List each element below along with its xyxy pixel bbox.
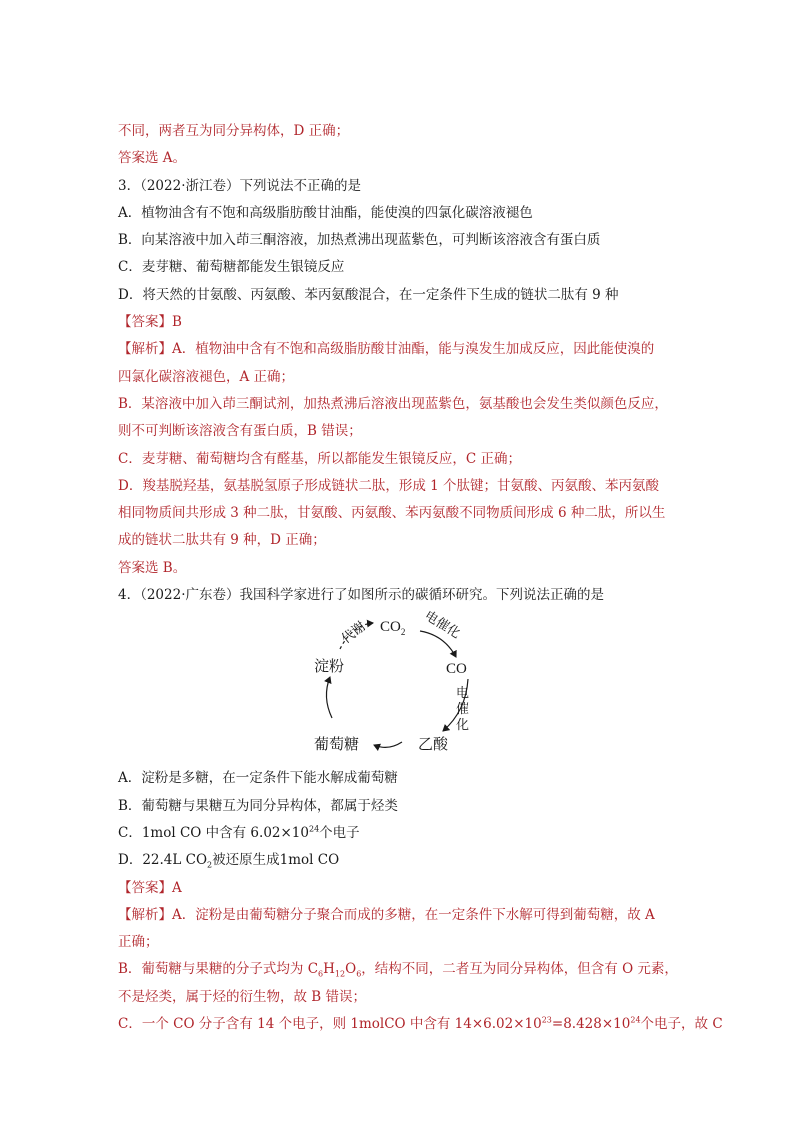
q3-explanation-6: D．羧基脱羟基，氨基脱氢原子形成链状二肽，形成 1 个肽键；甘氨酸、丙氨酸、苯丙氨酸 — [118, 477, 659, 494]
carbon-cycle-diagram — [118, 609, 678, 765]
arrow-glucose-to-starch — [326, 677, 332, 718]
node-co: CO — [446, 661, 467, 678]
q4-option-a: A．淀粉是多糖，在一定条件下能水解成葡萄糖 — [118, 770, 398, 787]
q3-explanation-5: C．麦芽糖、葡萄糖均含有醛基，所以都能发生银镜反应，C 正确； — [118, 450, 521, 467]
q3-option-a: A．植物油含有不饱和高级脂肪酸甘油酯，能使溴的四氯化碳溶液褪色 — [118, 204, 533, 221]
label-electrocatalysis-top: 电催化 — [421, 608, 463, 643]
intro-answer-line: 答案选 A。 — [118, 150, 187, 167]
node-co2: $CO_2$ — [380, 619, 406, 638]
node-glucose: 葡萄糖 — [314, 735, 360, 754]
q3-explanation-8: 成的链状二肽共有 9 种，D 正确； — [118, 532, 326, 549]
label-electrocatalysis-right-1: 电 — [456, 686, 470, 702]
q3-answer: 【答案】B — [118, 314, 182, 331]
q3-explanation-2: 四氯化碳溶液褪色，A 正确； — [118, 368, 295, 385]
q3-explanation-3: B．某溶液中加入茚三酮试剂，加热煮沸后溶液出现蓝紫色，氨基酸也会发生类似颜色反应， — [118, 395, 668, 412]
q4-explanation-2: 正确； — [118, 934, 159, 951]
q3-stem: 3．（2022·浙江卷）下列说法不正确的是 — [118, 177, 361, 194]
document-body — [118, 118, 723, 1038]
q4-option-c: C．1mol CO 中含有 $6.02\times 10^{24}$个电子 — [118, 824, 360, 841]
label-electrocatalysis-right-2: 催 — [456, 702, 470, 718]
q4-option-b: B．葡萄糖与果糖互为同分异构体，都属于烃类 — [118, 797, 398, 814]
q4-option-d: D．22.4L $CO_2$被还原生成1mol CO — [118, 852, 340, 870]
q4-explanation-4: 不是烃类，属于烃的衍生物，故 B 错误； — [118, 988, 367, 1005]
node-acetic-acid: 乙酸 — [418, 735, 449, 754]
intro-line-1: 不同，两者互为同分异构体，D 正确； — [118, 123, 350, 139]
q4-explanation-1: 【解析】A．淀粉是由葡萄糖分子聚合而成的多糖，在一定条件下水解可得到葡萄糖，故 A — [118, 906, 655, 923]
label-electrocatalysis-right-3: 化 — [456, 718, 470, 734]
label-metabolism: 代谢 — [339, 619, 369, 648]
q4-explanation-3: B．葡萄糖与果糖的分子式均为 $C_6H_{12}O_6$，结构不同，二者互为同分异构体，但含有 O 元素， — [118, 961, 678, 980]
q4-explanation-5: C．一个 CO 分子含有 14 个电子，则 1molCO 中含有 $14\times 6.02\times 10^{23}=8.428\times 10^{24}$个电子，故 C — [118, 1015, 723, 1033]
q3-option-c: C．麦芽糖、葡萄糖都能发生银镜反应 — [118, 259, 345, 276]
node-starch: 淀粉 — [314, 657, 345, 676]
q3-explanation-4: 则不可判断该溶液含有蛋白质，B 错误； — [118, 423, 362, 440]
q3-final-answer: 答案选 B。 — [118, 559, 187, 576]
q3-explanation-1: 【解析】A．植物油中含有不饱和高级脂肪酸甘油酯，能与溴发生加成反应，因此能使溴的 — [118, 341, 655, 358]
q4-stem: 4．（2022·广东卷）我国科学家进行了如图所示的碳循环研究。下列说法正确的是 — [118, 587, 604, 604]
carbon-cycle-svg — [118, 609, 678, 765]
q3-option-d: D．将天然的甘氨酸、丙氨酸、苯丙氨酸混合，在一定条件下生成的链状二肽有 9 种 — [118, 286, 619, 303]
q3-option-b: B．向某溶液中加入茚三酮溶液，加热煮沸出现蓝紫色，可判断该溶液含有蛋白质 — [118, 232, 601, 249]
q3-explanation-7: 相同物质间共形成 3 种二肽，甘氨酸、丙氨酸、苯丙氨酸不同物质间形成 6 种二肽，所以生 — [118, 505, 666, 522]
arrow-acetic-to-glucose — [374, 742, 402, 747]
q4-answer: 【答案】A — [118, 879, 182, 896]
